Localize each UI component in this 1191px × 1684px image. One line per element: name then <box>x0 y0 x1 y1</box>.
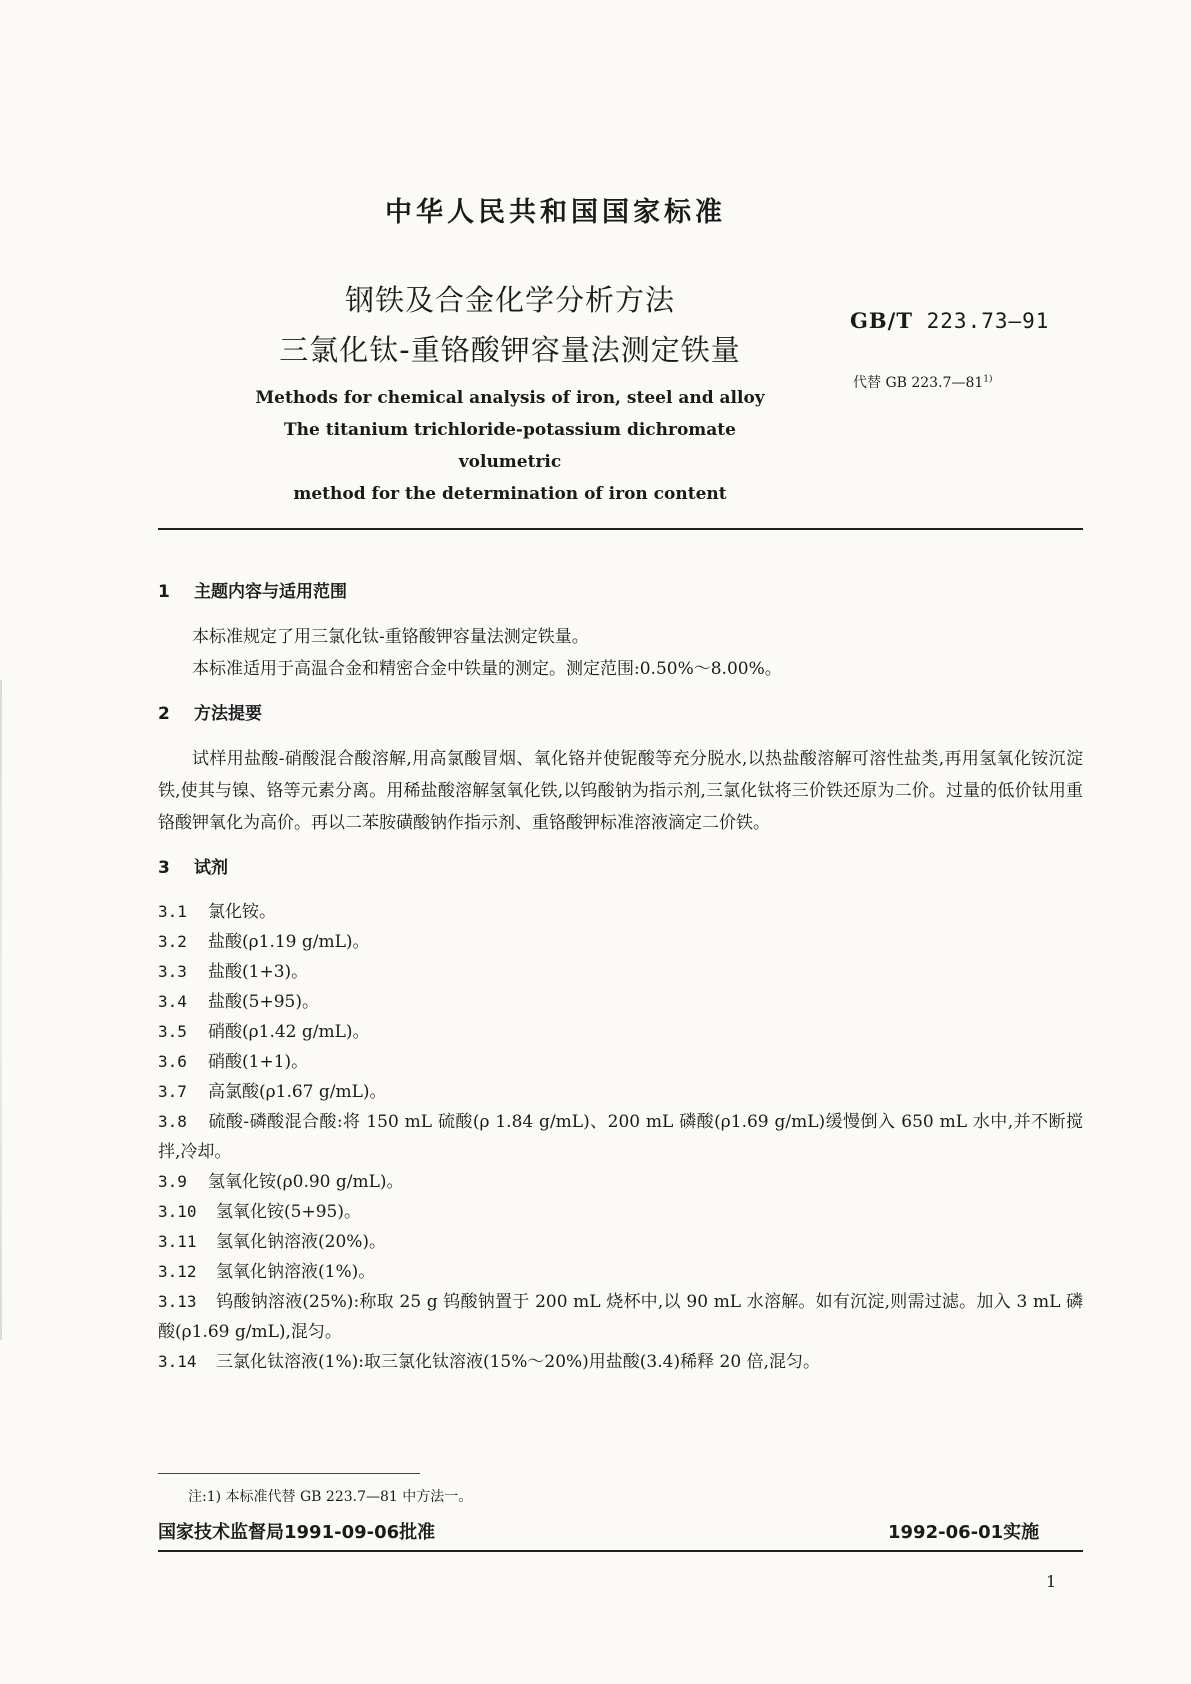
section-3-number: 3 <box>158 858 170 878</box>
reagent-item <box>158 957 1083 987</box>
reagent-item <box>158 1257 1083 1287</box>
section-1-paragraph: 本标准适用于高温合金和精密合金中铁量的测定。测定范围:0.50%～8.00%。 <box>192 659 782 679</box>
section-2-number: 2 <box>158 704 170 724</box>
section-2-title: 方法提要 <box>194 704 262 724</box>
reagent-text: 三氯化钛溶液(1%):取三氯化钛溶液(15%～20%)用盐酸(3.4)稀释 20 倍,混匀。 <box>216 1352 820 1372</box>
section-1-number: 1 <box>158 582 170 602</box>
title-en-line-3: method for the determination of iron content <box>293 484 727 504</box>
section-3-title: 试剂 <box>194 858 228 878</box>
reagent-text: 盐酸(5+95)。 <box>208 992 319 1012</box>
section-1 <box>158 577 1083 685</box>
title-en-line-1: Methods for chemical analysis of iron, steel and alloy <box>255 388 765 408</box>
replaces-footnote-marker: 1) <box>983 374 993 385</box>
reagent-text: 硝酸(ρ1.42 g/mL)。 <box>208 1022 370 1042</box>
reagent-item <box>158 1077 1083 1107</box>
section-1-paragraph: 本标准规定了用三氯化钛-重铬酸钾容量法测定铁量。 <box>192 627 589 647</box>
header-divider <box>158 528 1083 530</box>
reagent-item <box>158 1107 1083 1167</box>
reagent-number: 3.4 <box>158 992 187 1011</box>
title-en-line-2: The titanium trichloride-potassium dichromate volumetric <box>284 420 736 472</box>
standard-number <box>850 308 1049 333</box>
reagent-number: 3.7 <box>158 1082 187 1101</box>
section-2 <box>158 699 1083 839</box>
reagent-number: 3.3 <box>158 962 187 981</box>
standard-prefix: GB/T <box>850 308 913 333</box>
reagent-number: 3.9 <box>158 1172 187 1191</box>
reagent-text: 氢氧化铵(ρ0.90 g/mL)。 <box>208 1172 404 1192</box>
footnote-divider <box>158 1473 420 1474</box>
national-standard-heading: 中华人民共和国国家标准 <box>385 197 726 228</box>
section-1-heading <box>158 577 1083 607</box>
reagent-text: 高氯酸(ρ1.67 g/mL)。 <box>208 1082 387 1102</box>
title-cn-line-2: 三氯化钛-重铬酸钾容量法测定铁量 <box>279 333 741 367</box>
reagent-number: 3.11 <box>158 1232 197 1251</box>
scan-edge <box>0 680 2 1340</box>
reagent-text: 氢氧化铵(5+95)。 <box>216 1202 361 1222</box>
reagent-number: 3.13 <box>158 1292 197 1311</box>
reagent-text: 盐酸(ρ1.19 g/mL)。 <box>208 932 370 952</box>
reagent-number: 3.12 <box>158 1262 197 1281</box>
replaces-note <box>853 372 993 392</box>
page-number: 1 <box>1046 1572 1057 1591</box>
section-3-heading <box>158 853 1083 883</box>
reagent-item <box>158 1017 1083 1047</box>
reagent-text: 钨酸钠溶液(25%):称取 25 g 钨酸钠置于 200 mL 烧杯中,以 90 mL 水溶解。如有沉淀,则需过滤。加入 3 mL 磷酸(ρ1.69 g/mL),混匀。 <box>158 1292 1083 1342</box>
reagent-number: 3.8 <box>158 1112 187 1131</box>
reagent-text: 盐酸(1+3)。 <box>208 962 309 982</box>
reagent-item <box>158 987 1083 1017</box>
section-2-heading <box>158 699 1083 729</box>
reagent-number: 3.10 <box>158 1202 197 1221</box>
title-block <box>240 275 780 375</box>
reagent-text: 氢氧化钠溶液(20%)。 <box>216 1232 387 1252</box>
section-2-paragraph: 试样用盐酸-硝酸混合酸溶解,用高氯酸冒烟、氧化铬并使铌酸等充分脱水,以热盐酸溶解可溶性盐类,再用氢氧化铵沉淀铁,使其与镍、铬等元素分离。用稀盐酸溶解氢氧化铁,以钨酸钠为指示剂,三氯化钛将三价铁还原为二价。过量的低价钛用重铬酸钾氧化为高价。再以二苯胺磺酸钠作指示剂、重铬酸钾标准溶液滴定二价铁。 <box>158 749 1083 833</box>
reagent-number: 3.5 <box>158 1022 187 1041</box>
reagent-number: 3.2 <box>158 932 187 951</box>
title-cn-line-1: 钢铁及合金化学分析方法 <box>344 283 675 317</box>
reagent-number: 3.14 <box>158 1352 197 1371</box>
standard-code: 223.73—91 <box>926 309 1050 333</box>
reagent-text: 硫酸-磷酸混合酸:将 150 mL 硫酸(ρ 1.84 g/mL)、200 mL 磷酸(ρ1.69 g/mL)缓慢倒入 650 mL 水中,并不断搅拌,冷却。 <box>158 1112 1083 1162</box>
reagent-number: 3.6 <box>158 1052 187 1071</box>
reagent-text: 氢氧化钠溶液(1%)。 <box>216 1262 376 1282</box>
reagent-text: 氯化铵。 <box>208 902 276 922</box>
reagent-item <box>158 1167 1083 1197</box>
section-1-title: 主题内容与适用范围 <box>194 582 347 602</box>
footnote: 注:1) 本标准代替 GB 223.7—81 中方法一。 <box>188 1489 473 1505</box>
replaces-text: 代替 GB 223.7—81 <box>853 375 984 391</box>
effective-date: 1992-06-01实施 <box>888 1522 1040 1543</box>
reagent-item <box>158 1047 1083 1077</box>
english-title-block <box>240 382 780 510</box>
reagent-item <box>158 897 1083 927</box>
reagent-item <box>158 1347 1083 1377</box>
reagent-item <box>158 1227 1083 1257</box>
approval-date: 国家技术监督局1991-09-06批准 <box>158 1522 436 1543</box>
reagent-number: 3.1 <box>158 902 187 921</box>
section-3 <box>158 853 1083 1377</box>
reagent-item <box>158 1197 1083 1227</box>
reagent-text: 硝酸(1+1)。 <box>208 1052 309 1072</box>
reagent-item <box>158 927 1083 957</box>
reagent-item <box>158 1287 1083 1347</box>
footer-divider <box>158 1550 1083 1552</box>
document-body <box>158 577 1083 1391</box>
